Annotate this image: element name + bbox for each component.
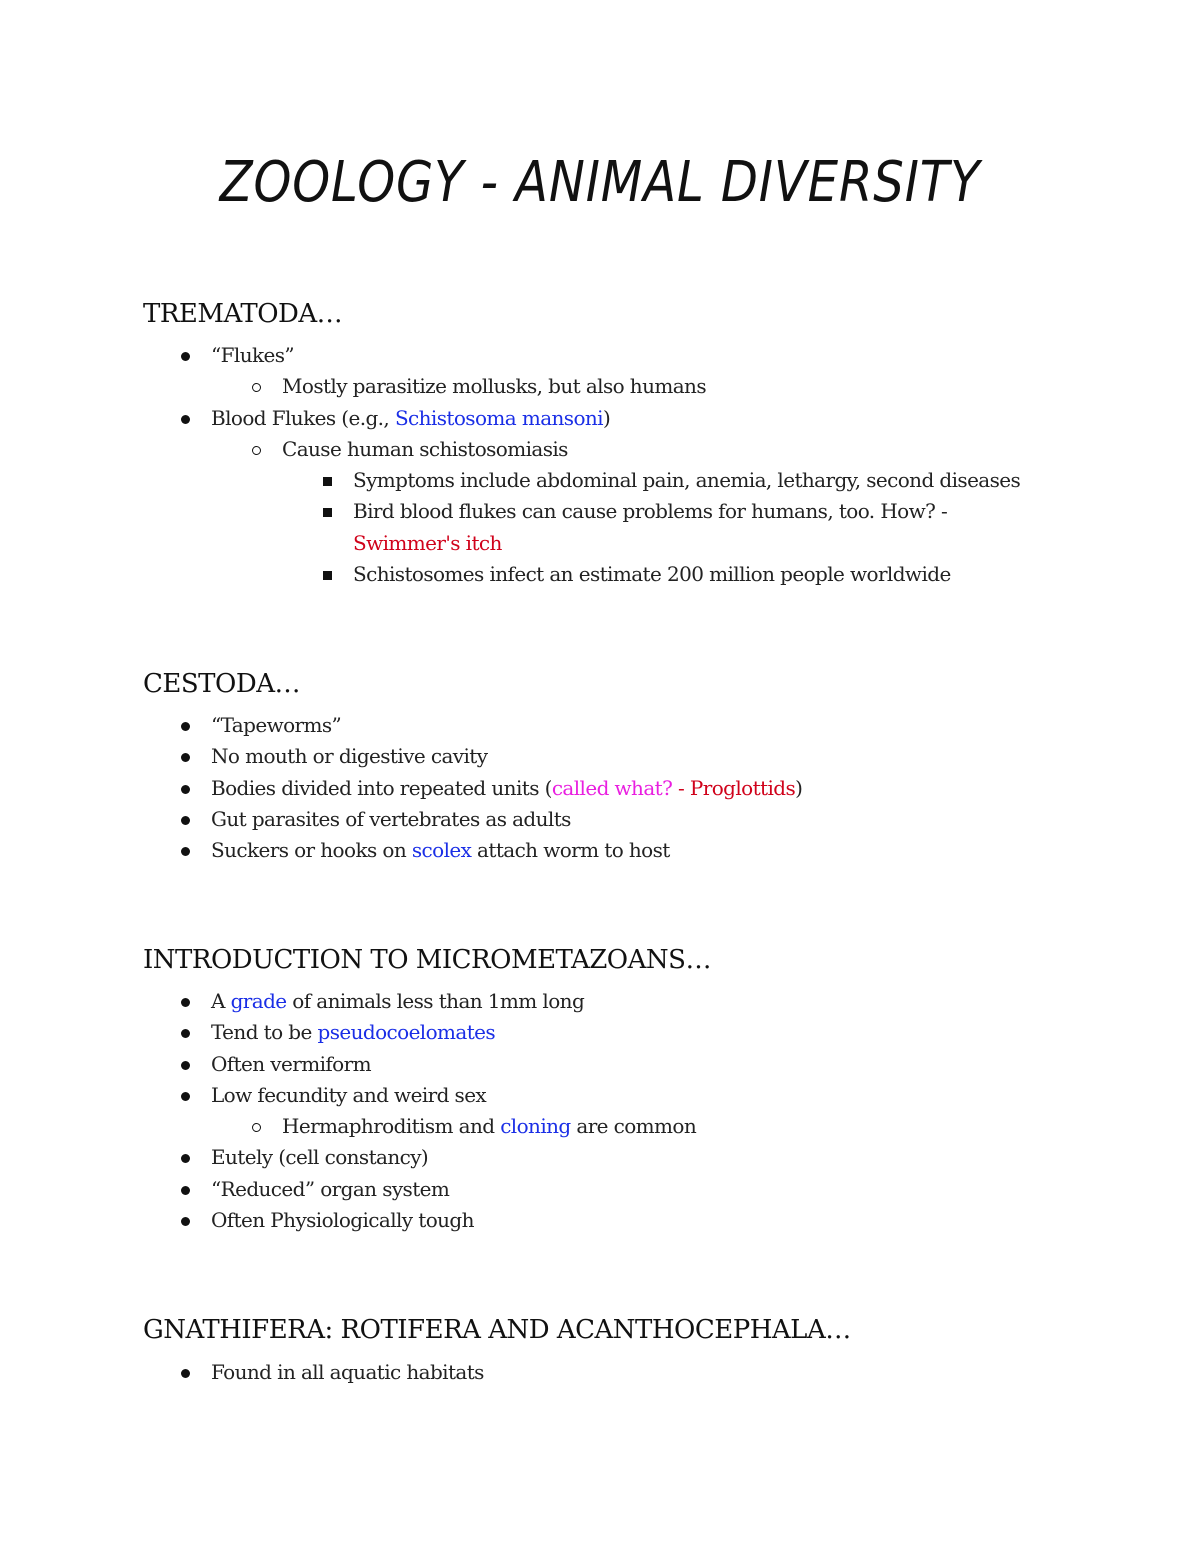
list-item-text: of animals less than 1mm long bbox=[286, 989, 585, 1013]
list-item-text: No mouth or digestive cavity bbox=[211, 744, 488, 769]
list-item-text: Eutely (cell constancy) bbox=[211, 1145, 429, 1170]
hollow-bullet-icon bbox=[246, 434, 266, 465]
filled-bullet-icon bbox=[175, 773, 195, 804]
section-heading: INTRODUCTION TO MICROMETAZOANS… bbox=[143, 945, 711, 975]
list-item bbox=[143, 403, 1143, 591]
list-item bbox=[143, 1080, 1143, 1143]
filled-bullet-icon bbox=[175, 1205, 195, 1236]
filled-bullet-icon bbox=[175, 1017, 195, 1048]
filled-bullet-icon bbox=[175, 340, 195, 371]
list-item bbox=[143, 741, 1143, 772]
filled-bullet-icon bbox=[175, 835, 195, 866]
term-text: grade bbox=[230, 989, 287, 1013]
answer-text: Swimmer's itch bbox=[353, 530, 502, 555]
species-name: Schistosoma mansoni bbox=[394, 405, 603, 430]
list-item-text: Mostly parasitize mollusks, but also humans bbox=[282, 374, 707, 399]
separator-text: - bbox=[672, 775, 690, 800]
square-bullet-icon bbox=[317, 465, 337, 496]
filled-bullet-icon bbox=[175, 1080, 195, 1111]
sub-list bbox=[143, 371, 1143, 402]
list-item bbox=[143, 804, 1143, 835]
filled-bullet-icon bbox=[175, 710, 195, 741]
hollow-bullet-icon bbox=[246, 1111, 266, 1142]
list-item-text: are common bbox=[570, 1114, 697, 1139]
sub-list bbox=[143, 434, 1143, 590]
square-bullet-icon bbox=[317, 559, 337, 590]
list-item-text: Bird blood flukes can cause problems for humans, too. How? - bbox=[353, 499, 948, 524]
list-item bbox=[143, 496, 1143, 559]
bullet-list bbox=[143, 986, 1143, 1236]
list-item-text: Bodies divided into repeated units ( bbox=[211, 775, 552, 800]
section-gnathifera bbox=[143, 1310, 1143, 1388]
list-item bbox=[143, 1017, 1143, 1048]
hollow-bullet-icon bbox=[246, 371, 266, 402]
list-item bbox=[143, 773, 1143, 804]
list-item-text: Cause human schistosomiasis bbox=[282, 436, 568, 461]
term-text: pseudocoelomates bbox=[317, 1020, 496, 1045]
list-item-text: Often vermiform bbox=[211, 1051, 371, 1076]
list-item-text: Found in all aquatic habitats bbox=[211, 1360, 484, 1384]
section-heading: TREMATODA… bbox=[143, 299, 343, 329]
list-item-text: “Flukes” bbox=[211, 343, 295, 367]
list-item bbox=[143, 1049, 1143, 1080]
list-item-text: Tend to be bbox=[211, 1020, 318, 1045]
list-item bbox=[143, 559, 1143, 590]
question-text: called what? bbox=[551, 775, 673, 800]
list-item bbox=[143, 1174, 1143, 1205]
term-text: scolex bbox=[411, 838, 472, 863]
bullet-list bbox=[143, 1357, 1143, 1388]
list-item-text: attach worm to host bbox=[471, 838, 670, 863]
list-item bbox=[143, 1142, 1143, 1173]
list-item-text: ) bbox=[795, 775, 803, 800]
filled-bullet-icon bbox=[175, 1174, 195, 1205]
list-item-text: A bbox=[211, 989, 231, 1013]
section-heading: GNATHIFERA: ROTIFERA AND ACANTHOCEPHALA… bbox=[143, 1315, 851, 1345]
filled-bullet-icon bbox=[175, 804, 195, 835]
bullet-list bbox=[143, 340, 1143, 590]
list-item bbox=[143, 1205, 1143, 1236]
answer-text: Proglottids bbox=[689, 775, 796, 800]
filled-bullet-icon bbox=[175, 986, 195, 1017]
bullet-list bbox=[143, 710, 1143, 866]
list-item-text: Schistosomes infect an estimate 200 million people worldwide bbox=[353, 562, 951, 587]
list-item-text: Often Physiologically tough bbox=[211, 1208, 474, 1233]
list-item-text: Gut parasites of vertebrates as adults bbox=[211, 806, 571, 831]
list-item-text: Symptoms include abdominal pain, anemia, lethargy, second diseases bbox=[353, 468, 1021, 493]
term-text: cloning bbox=[500, 1114, 571, 1139]
filled-bullet-icon bbox=[175, 741, 195, 772]
list-item-text: Suckers or hooks on bbox=[211, 838, 412, 863]
list-item bbox=[143, 340, 1143, 403]
list-item bbox=[143, 1357, 1143, 1388]
filled-bullet-icon bbox=[175, 1049, 195, 1080]
list-item bbox=[143, 986, 1143, 1017]
sub-sub-list bbox=[143, 465, 1143, 590]
list-item-text: Low fecundity and weird sex bbox=[211, 1082, 487, 1107]
square-bullet-icon bbox=[317, 496, 337, 527]
list-item-text: Blood Flukes (e.g., bbox=[211, 405, 395, 430]
list-item bbox=[143, 465, 1143, 496]
list-item bbox=[143, 371, 1143, 402]
filled-bullet-icon bbox=[175, 1142, 195, 1173]
list-item bbox=[143, 434, 1143, 590]
filled-bullet-icon bbox=[175, 1357, 195, 1388]
list-item-text: Hermaphroditism and bbox=[282, 1114, 501, 1139]
list-item bbox=[143, 835, 1143, 866]
section-cestoda bbox=[143, 664, 1143, 866]
list-item bbox=[143, 710, 1143, 741]
document-title: ZOOLOGY - ANIMAL DIVERSITY bbox=[219, 150, 981, 215]
list-item-text: “Reduced” organ system bbox=[211, 1176, 450, 1201]
section-heading: CESTODA… bbox=[143, 669, 300, 699]
list-item-text: “Tapeworms” bbox=[211, 713, 342, 737]
sub-list bbox=[143, 1111, 1143, 1142]
section-trematoda bbox=[143, 294, 1143, 590]
list-item bbox=[143, 1111, 1143, 1142]
section-micrometazoans bbox=[143, 940, 1143, 1236]
filled-bullet-icon bbox=[175, 403, 195, 434]
list-item-text: ) bbox=[602, 405, 611, 430]
